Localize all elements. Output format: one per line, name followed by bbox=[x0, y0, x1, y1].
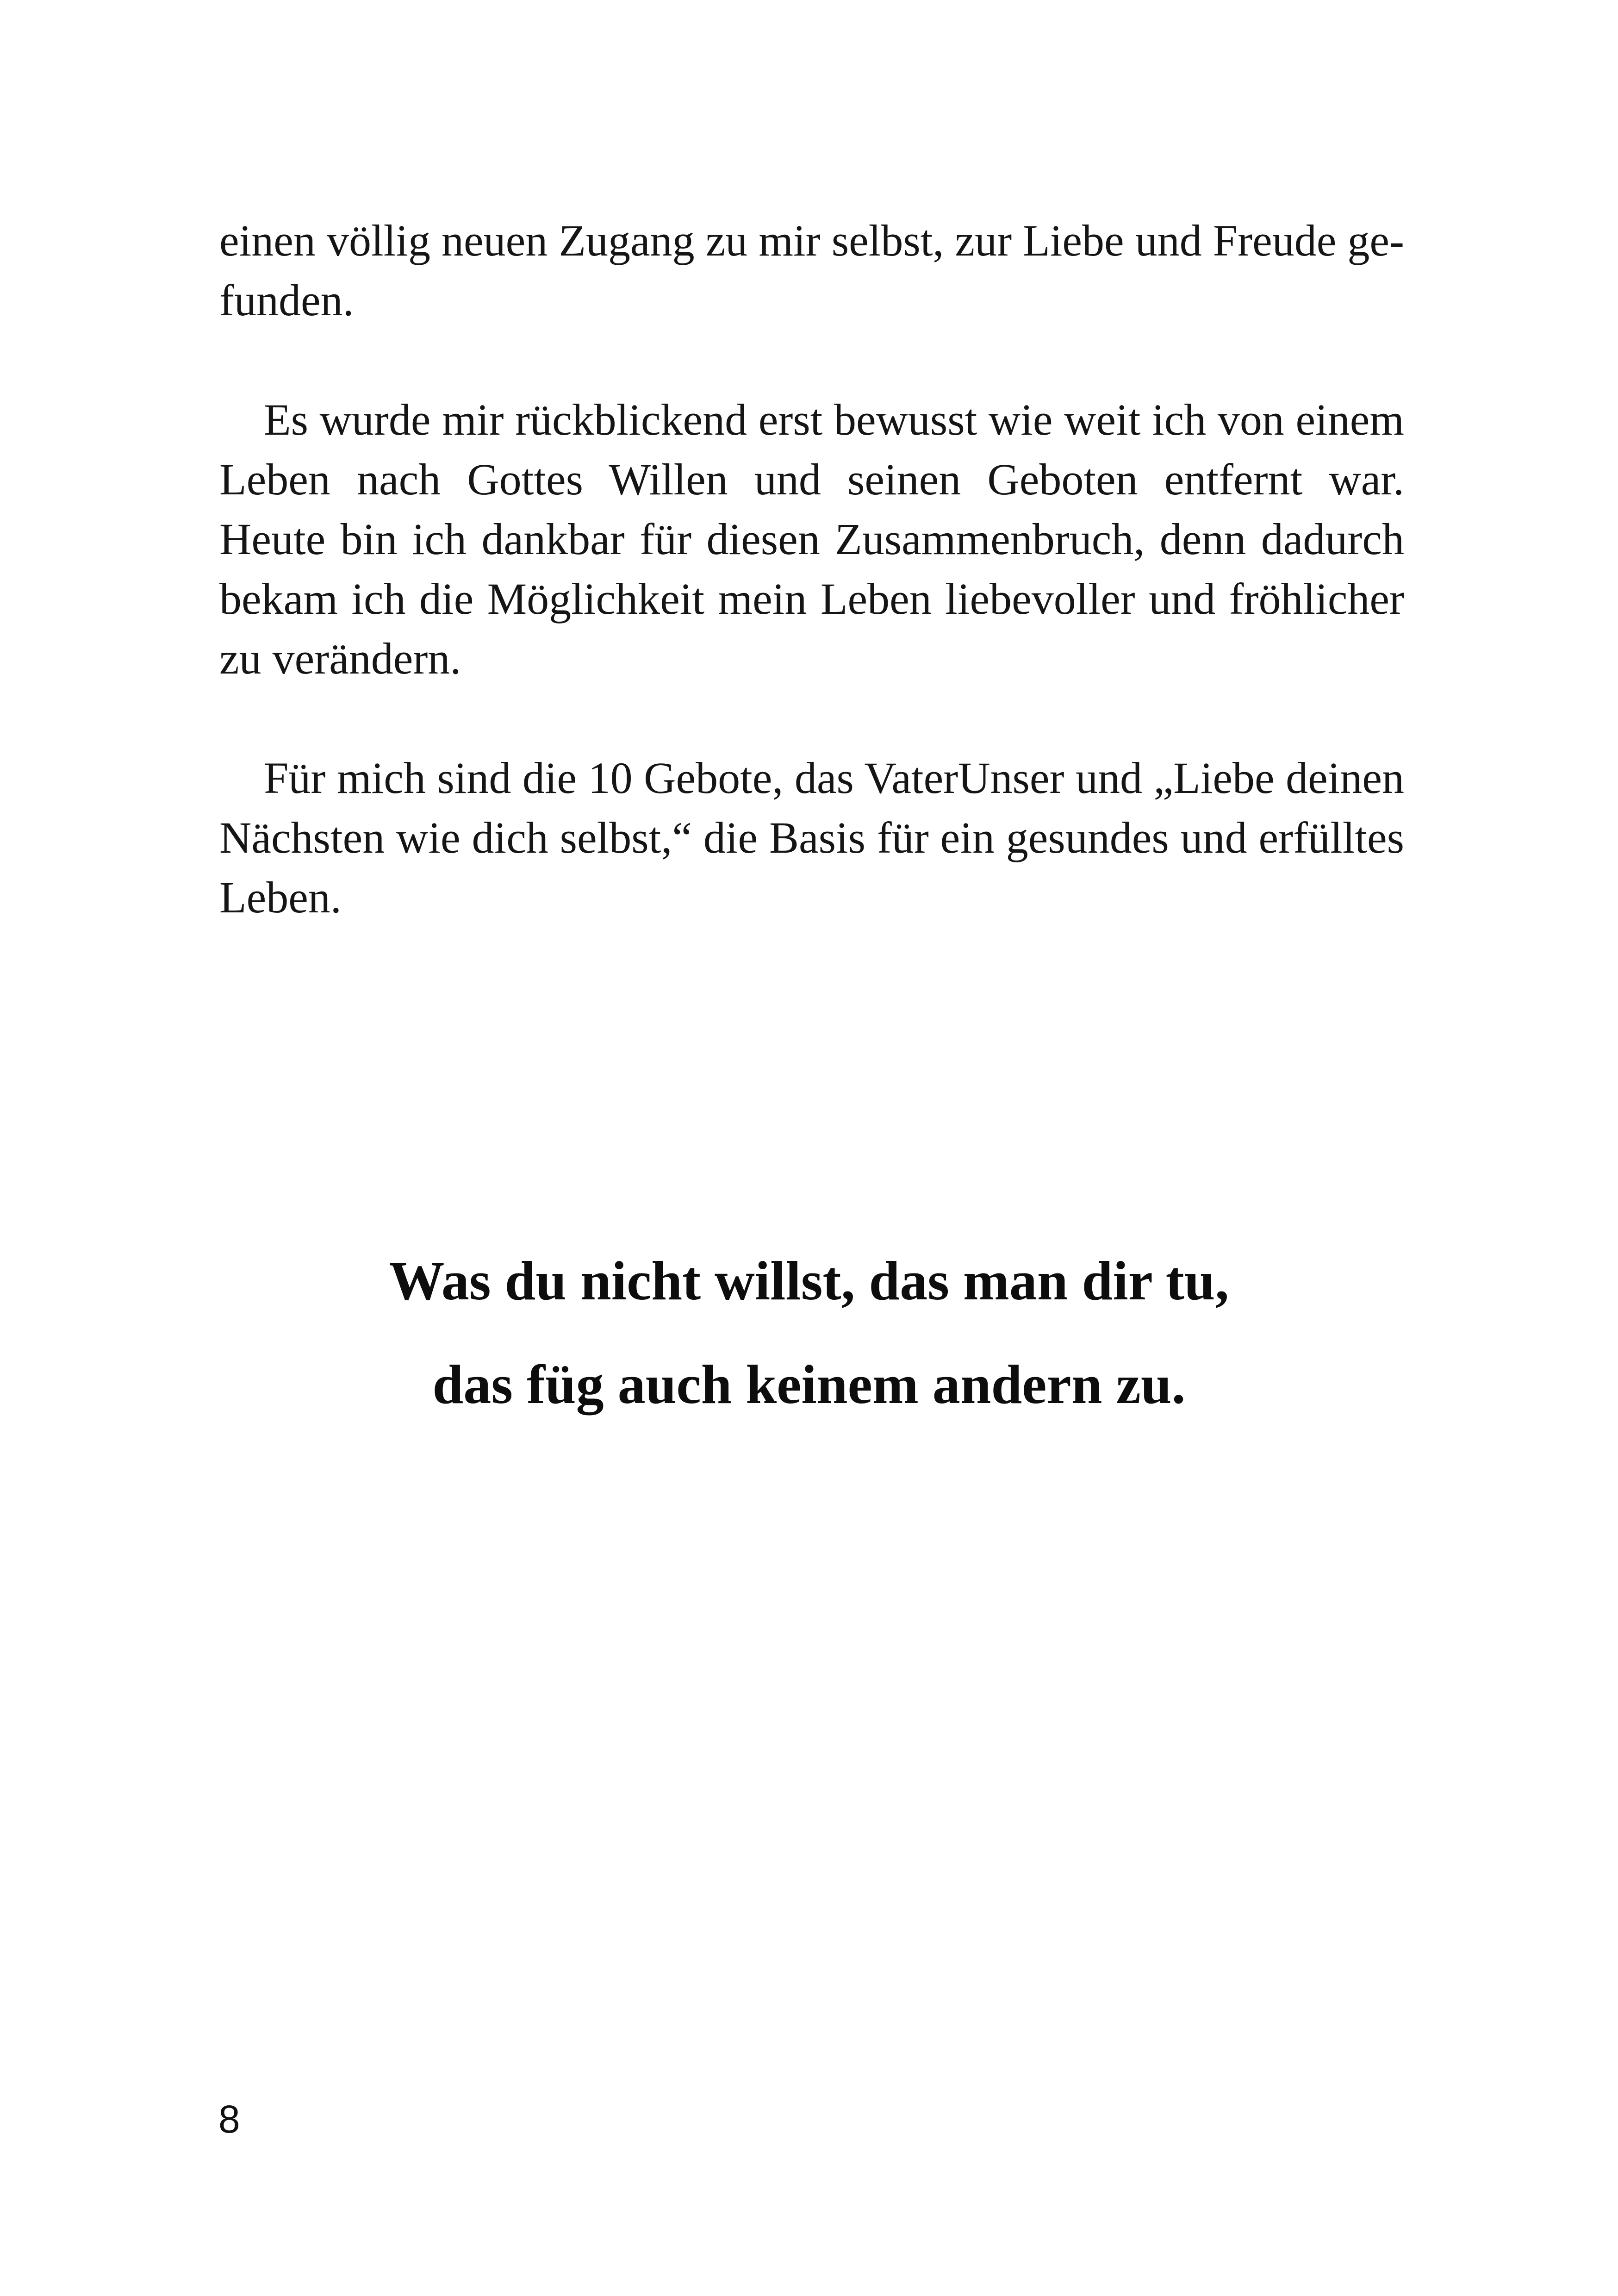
body-text bbox=[219, 211, 1404, 927]
text-line: Leben nach Gottes Willen und seinen Geboten entfernt war. bbox=[219, 455, 1404, 504]
text-line: Es wurde mir rückblickend erst bewusst wie weit ich von einem bbox=[264, 395, 1404, 444]
text-line: zu verändern. bbox=[219, 634, 461, 683]
paragraph-continuation bbox=[219, 211, 1404, 330]
text-line: Nächsten wie dich selbst,“ die Basis für ein gesundes und erfülltes bbox=[219, 813, 1404, 862]
page-number: 8 bbox=[218, 2097, 240, 2141]
text-line: Für mich sind die 10 Gebote, das VaterUnser und „Liebe deinen bbox=[264, 753, 1404, 803]
motto-quote bbox=[0, 1229, 1618, 1436]
paragraph-spacer bbox=[219, 330, 1404, 390]
motto-line-1: Was du nicht willst, das man dir tu, bbox=[389, 1250, 1229, 1311]
text-line: Leben. bbox=[219, 873, 342, 922]
paragraph-spacer bbox=[219, 688, 1404, 748]
paragraph-commandments bbox=[219, 748, 1404, 927]
text-line: Heute bin ich dankbar für diesen Zusammenbruch, denn dadurch bbox=[219, 514, 1404, 564]
text-line: einen völlig neuen Zugang zu mir selbst, zur Liebe und Freude ge- bbox=[219, 216, 1404, 265]
paragraph-realization bbox=[219, 390, 1404, 688]
text-line: funden. bbox=[219, 275, 354, 325]
motto-line-2: das füg auch keinem andern zu. bbox=[432, 1354, 1186, 1415]
text-line: bekam ich die Möglichkeit mein Leben liebevoller und fröhlicher bbox=[219, 574, 1404, 624]
